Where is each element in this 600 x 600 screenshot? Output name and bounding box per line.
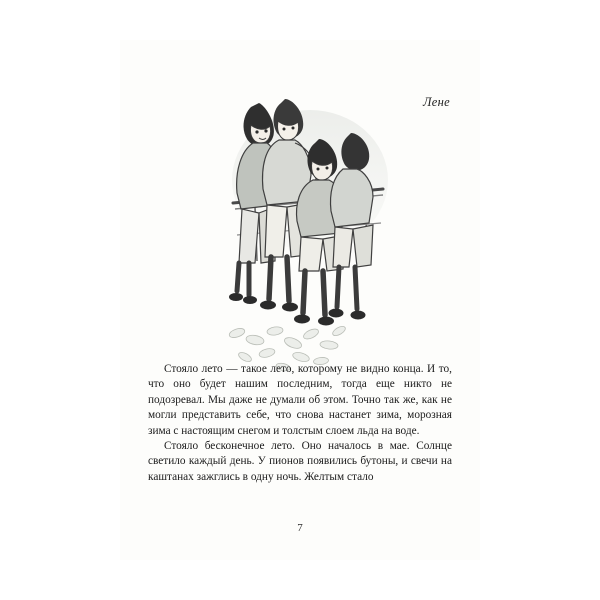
body-text: [148, 362, 452, 485]
illustration-svg: [215, 85, 405, 375]
paragraph-2: Стояло бесконечное лето. Оно началось в мае. Солнце светило каждый день. У пионов появились бутоны, и свечи на каштанах зажглись в одну ночь. Желтым стало: [148, 440, 452, 483]
chapter-illustration: [215, 85, 405, 375]
dedication-text: Лене: [423, 95, 450, 109]
book-page: [120, 40, 480, 560]
page-number: 7: [297, 522, 303, 534]
paragraph-1: Стояло лето — такое лето, которому не видно конца. И то, что оно будет нашим последним, тогда еще никто не подозревал. Мы даже не думали об этом. Точно так же, как не могли представить себе, что снова настанет зима, морозная зима с настоящим снегом и толстым слоем льда на воде.: [148, 363, 452, 437]
